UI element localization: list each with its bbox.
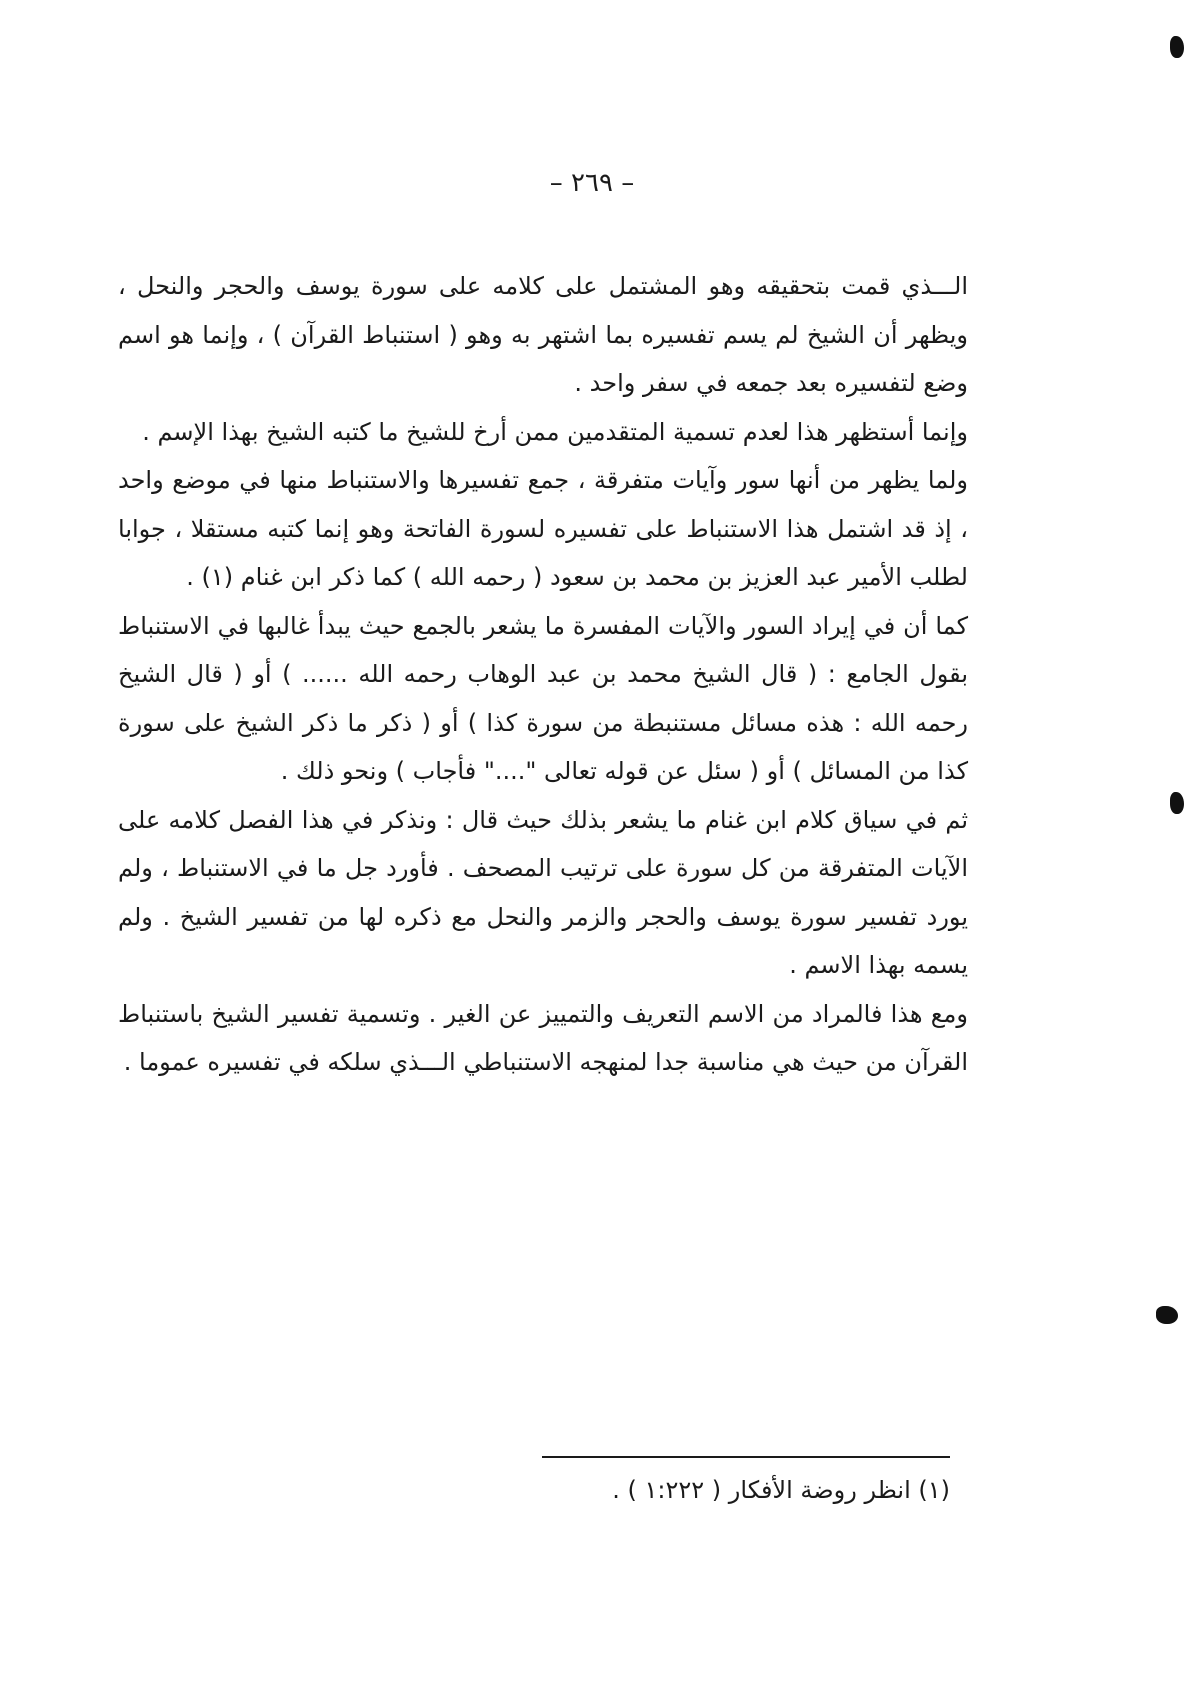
body-text xyxy=(118,262,968,1087)
paragraph: ولما يظهر من أنها سور وآيات متفرقة ، جمع تفسيرها والاستنباط منها في موضع واحد ، إذ قد اشتمل هذا الاستنباط على تفسيره لسورة الفاتحة وهو إنما كتبه مستقلا ، جوابا لطلب الأمير عبد العزيز بن محمد بن سعود ( رحمه الله ) كما ذكر ابن غنام (١) . xyxy=(118,466,968,591)
page-number: – ٢٦٩ – xyxy=(549,168,635,198)
footnote: (١) انظر روضة الأفكار ( ١:٢٢٢ ) . xyxy=(612,1476,950,1504)
paragraph: الـــذي قمت بتحقيقه وهو المشتمل على كلامه على سورة يوسف والحجر والنحل ، ويظهر أن الشيخ لم يسم تفسيره بما اشتهر به وهو ( استنباط القرآن ) ، وإنما هو اسم وضع لتفسيره بعد جمعه في سفر واحد . xyxy=(118,272,968,397)
paragraph: كما أن في إيراد السور والآيات المفسرة ما يشعر بالجمع حيث يبدأ غالبها في الاستنباط بقول الجامع : ( قال الشيخ محمد بن عبد الوهاب رحمه الله ...... ) أو ( قال الشيخ رحمه الله : هذه مسائل مستنبطة من سورة كذا ) أو ( ذكر ما ذكر الشيخ على سورة كذا من المسائل ) أو ( سئل عن قوله تعالى "...." فأجاب ) ونحو ذلك . xyxy=(118,611,968,785)
scan-mark xyxy=(1170,36,1184,58)
paragraph: وإنما أستظهر هذا لعدم تسمية المتقدمين ممن أرخ للشيخ ما كتبه الشيخ بهذا الإسم . xyxy=(142,417,968,446)
paragraph: ومع هذا فالمراد من الاسم التعريف والتمييز عن الغير . وتسمية تفسير الشيخ باستنباط القرآن من حيث هي مناسبة جدا لمنهجه الاستنباطي الـــذي سلكه في تفسيره عموما . xyxy=(118,999,968,1076)
footnote-separator xyxy=(542,1456,950,1458)
scan-mark xyxy=(1170,792,1184,814)
scan-mark xyxy=(1156,1306,1178,1324)
paragraph: ثم في سياق كلام ابن غنام ما يشعر بذلك حيث قال : ونذكر في هذا الفصل كلامه على الآيات المتفرقة من كل سورة على ترتيب المصحف . فأورد جل ما في الاستنباط ، ولم يورد تفسير سورة يوسف والحجر والزمر والنحل مع ذكره لها من تفسير الشيخ . ولم يسمه بهذا الاسم . xyxy=(118,805,968,979)
